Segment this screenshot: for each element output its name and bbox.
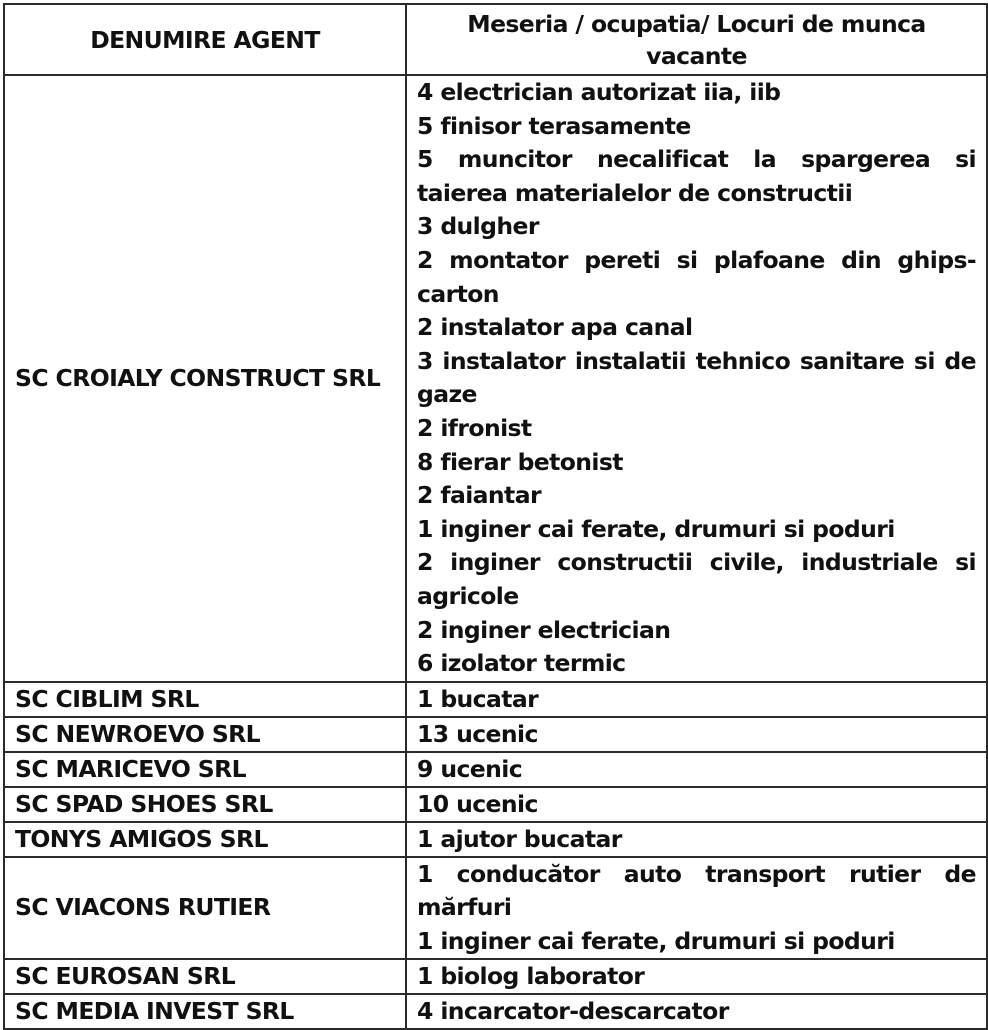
job-list-cell [406, 752, 987, 787]
table-row [4, 752, 987, 787]
job-entry: 2 faiantar [417, 481, 541, 510]
job-entry: 1 inginer cai ferate, drumuri si poduri [417, 926, 895, 955]
job-list-cell [406, 717, 987, 752]
agent-name-cell: SC EUROSAN SRL [4, 959, 406, 994]
job-list-cell [406, 75, 987, 682]
job-entry: 1 biolog laborator [417, 962, 645, 991]
agent-name-cell: TONYS AMIGOS SRL [4, 822, 406, 857]
header-occupation-vacancies: Meseria / ocupatia/ Locuri de munca vacante [406, 4, 987, 75]
job-entry: 4 incarcator-descarcator [417, 997, 729, 1026]
job-entry: 10 ucenic [417, 789, 538, 818]
job-list-cell [406, 682, 987, 717]
job-entry: 1 ajutor bucatar [417, 824, 622, 853]
header-agent-name: DENUMIRE AGENT [4, 4, 406, 75]
job-entry: 5 muncitor necalificat la spargerea si taierea materialelor de constructii [417, 145, 976, 207]
table-row [4, 75, 987, 682]
table-row [4, 857, 987, 960]
table-row [4, 994, 987, 1029]
job-list-cell [406, 857, 987, 960]
job-entry: 4 electrician autorizat iia, iib [417, 78, 781, 106]
job-list-cell [406, 822, 987, 857]
agent-name-cell: SC CROIALY CONSTRUCT SRL [4, 75, 406, 682]
job-entry: 1 bucatar [417, 684, 539, 713]
job-entry: 5 finisor terasamente [417, 111, 691, 140]
agent-name-cell: SC MARICEVO SRL [4, 752, 406, 787]
job-list-cell [406, 787, 987, 822]
job-vacancies-table [3, 3, 988, 1030]
job-entry: 13 ucenic [417, 719, 538, 748]
job-entry: 2 instalator apa canal [417, 313, 693, 342]
agent-name-cell: SC VIACONS RUTIER [4, 857, 406, 960]
table-row [4, 787, 987, 822]
agent-name-cell: SC NEWROEVO SRL [4, 717, 406, 752]
table-row [4, 959, 987, 994]
job-list-cell [406, 959, 987, 994]
table-body [4, 75, 987, 1029]
job-entry: 9 ucenic [417, 754, 523, 783]
job-entry: 3 dulgher [417, 212, 539, 241]
job-entry: 8 fierar betonist [417, 447, 623, 476]
job-entry: 6 izolator termic [417, 649, 626, 678]
job-entry: 1 inginer cai ferate, drumuri si poduri [417, 514, 895, 543]
job-entry: 1 conducător auto transport rutier de mărfuri [417, 859, 976, 922]
table-row [4, 682, 987, 717]
agent-name-cell: SC CIBLIM SRL [4, 682, 406, 717]
agent-name-cell: SC SPAD SHOES SRL [4, 787, 406, 822]
table-row [4, 717, 987, 752]
job-entry: 2 inginer constructii civile, industriale si agricole [417, 548, 976, 610]
table-row [4, 822, 987, 857]
job-list-cell [406, 994, 987, 1029]
job-entry: 3 instalator instalatii tehnico sanitare si de gaze [417, 346, 976, 409]
table-header-row [4, 4, 987, 75]
agent-name-cell: SC MEDIA INVEST SRL [4, 994, 406, 1029]
job-entry: 2 inginer electrician [417, 615, 671, 644]
job-entry: 2 montator pereti si plafoane din ghips-carton [417, 245, 976, 308]
job-entry: 2 ifronist [417, 413, 532, 442]
